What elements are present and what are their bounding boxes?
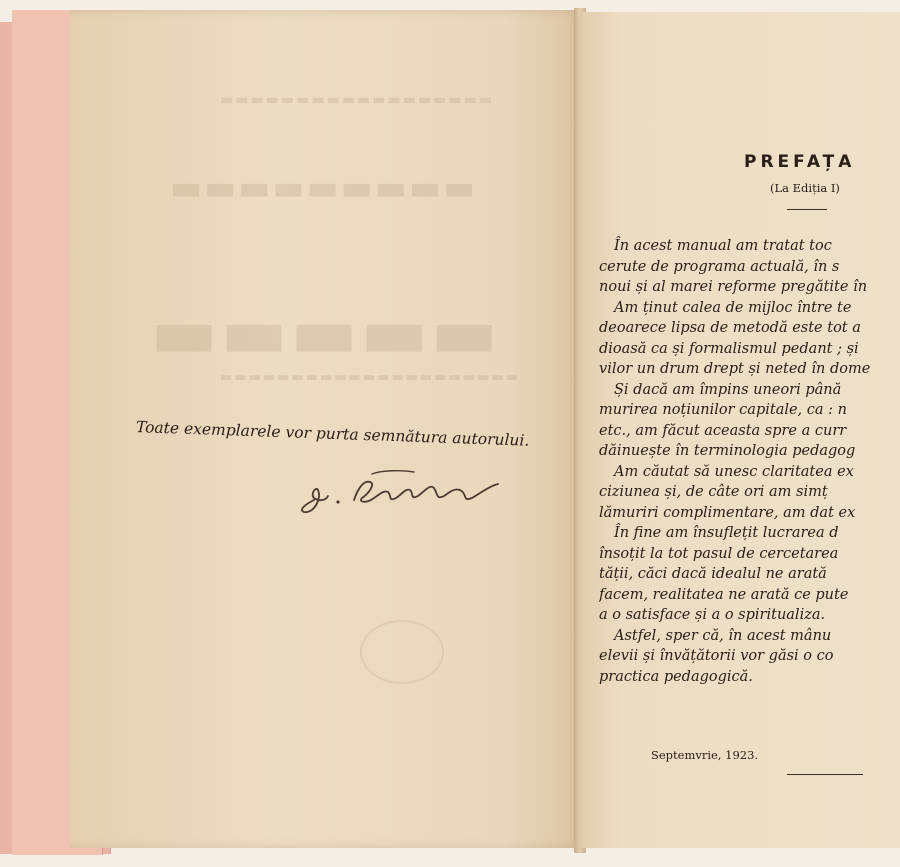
text-line: Astfel, sper că, în acest mânu [614, 627, 832, 644]
text-line: Și dacă am împins uneori până [614, 381, 842, 398]
text-line: lămuriri complimentare, am dat ex [599, 504, 856, 521]
text-line: Am căutat să unesc claritatea ex [614, 463, 854, 480]
text-line: În fine am însuflețit lucrarea d [614, 525, 839, 541]
text-line: facem, realitatea ne arată ce pute [599, 586, 849, 603]
authorship-note: Toate exemplarele vor purta semnătura autorului. [135, 418, 530, 450]
text-line: însoțit la tot pasul de cercetarea [599, 545, 839, 562]
author-signature [292, 460, 517, 520]
text-line: dioasă ca și formalismul pedant ; și [599, 340, 859, 357]
show-through-line: ▬▬▬▬▬▬▬▬▬▬▬▬▬▬▬▬▬▬ [220, 92, 495, 108]
title-rule [787, 209, 827, 210]
text-line: deoarece lipsa de metodă este tot a [599, 320, 861, 336]
preface-text [599, 236, 900, 687]
text-line: dăinuește în terminologia pedagog [599, 443, 856, 459]
text-line: a o satisface și a o spiritualiza. [599, 607, 826, 623]
text-line: ciziunea și, de câte ori am simț [599, 484, 828, 500]
text-line: elevii și învățătorii vor găsi o co [599, 648, 834, 664]
edition-subtitle: (La Ediția I) [770, 181, 840, 195]
text-line: practica pedagogică. [599, 668, 753, 685]
show-through-title: ▬▬▬▬▬ [150, 290, 501, 374]
text-line: Am ținut calea de mijloc între te [614, 299, 852, 316]
show-through-heading: ▬▬▬▬▬▬▬▬▬ [170, 168, 478, 208]
show-through-emblem [360, 620, 444, 684]
text-line: vilor un drum drept și neted în dome [599, 361, 871, 377]
text-line: cerute de programa actuală, în s [599, 258, 840, 275]
text-line: etc., am făcut aceasta spre a curr [599, 422, 847, 439]
page-title: PREFAȚA [744, 152, 856, 172]
text-line: noui și al marei reforme pregătite în [599, 279, 868, 295]
text-line: murirea noțiunilor capitale, ca : n [599, 402, 847, 418]
preface-date: Septemvrie, 1923. [651, 748, 759, 762]
text-line: În acest manual am tratat toc [614, 238, 832, 254]
text-line: tății, căci dacă idealul ne arată [599, 566, 827, 582]
closing-rule [787, 774, 863, 775]
show-through-subtitle: ▬▬▬▬▬▬▬▬▬▬▬▬▬▬▬▬▬▬▬▬▬ [220, 370, 520, 385]
